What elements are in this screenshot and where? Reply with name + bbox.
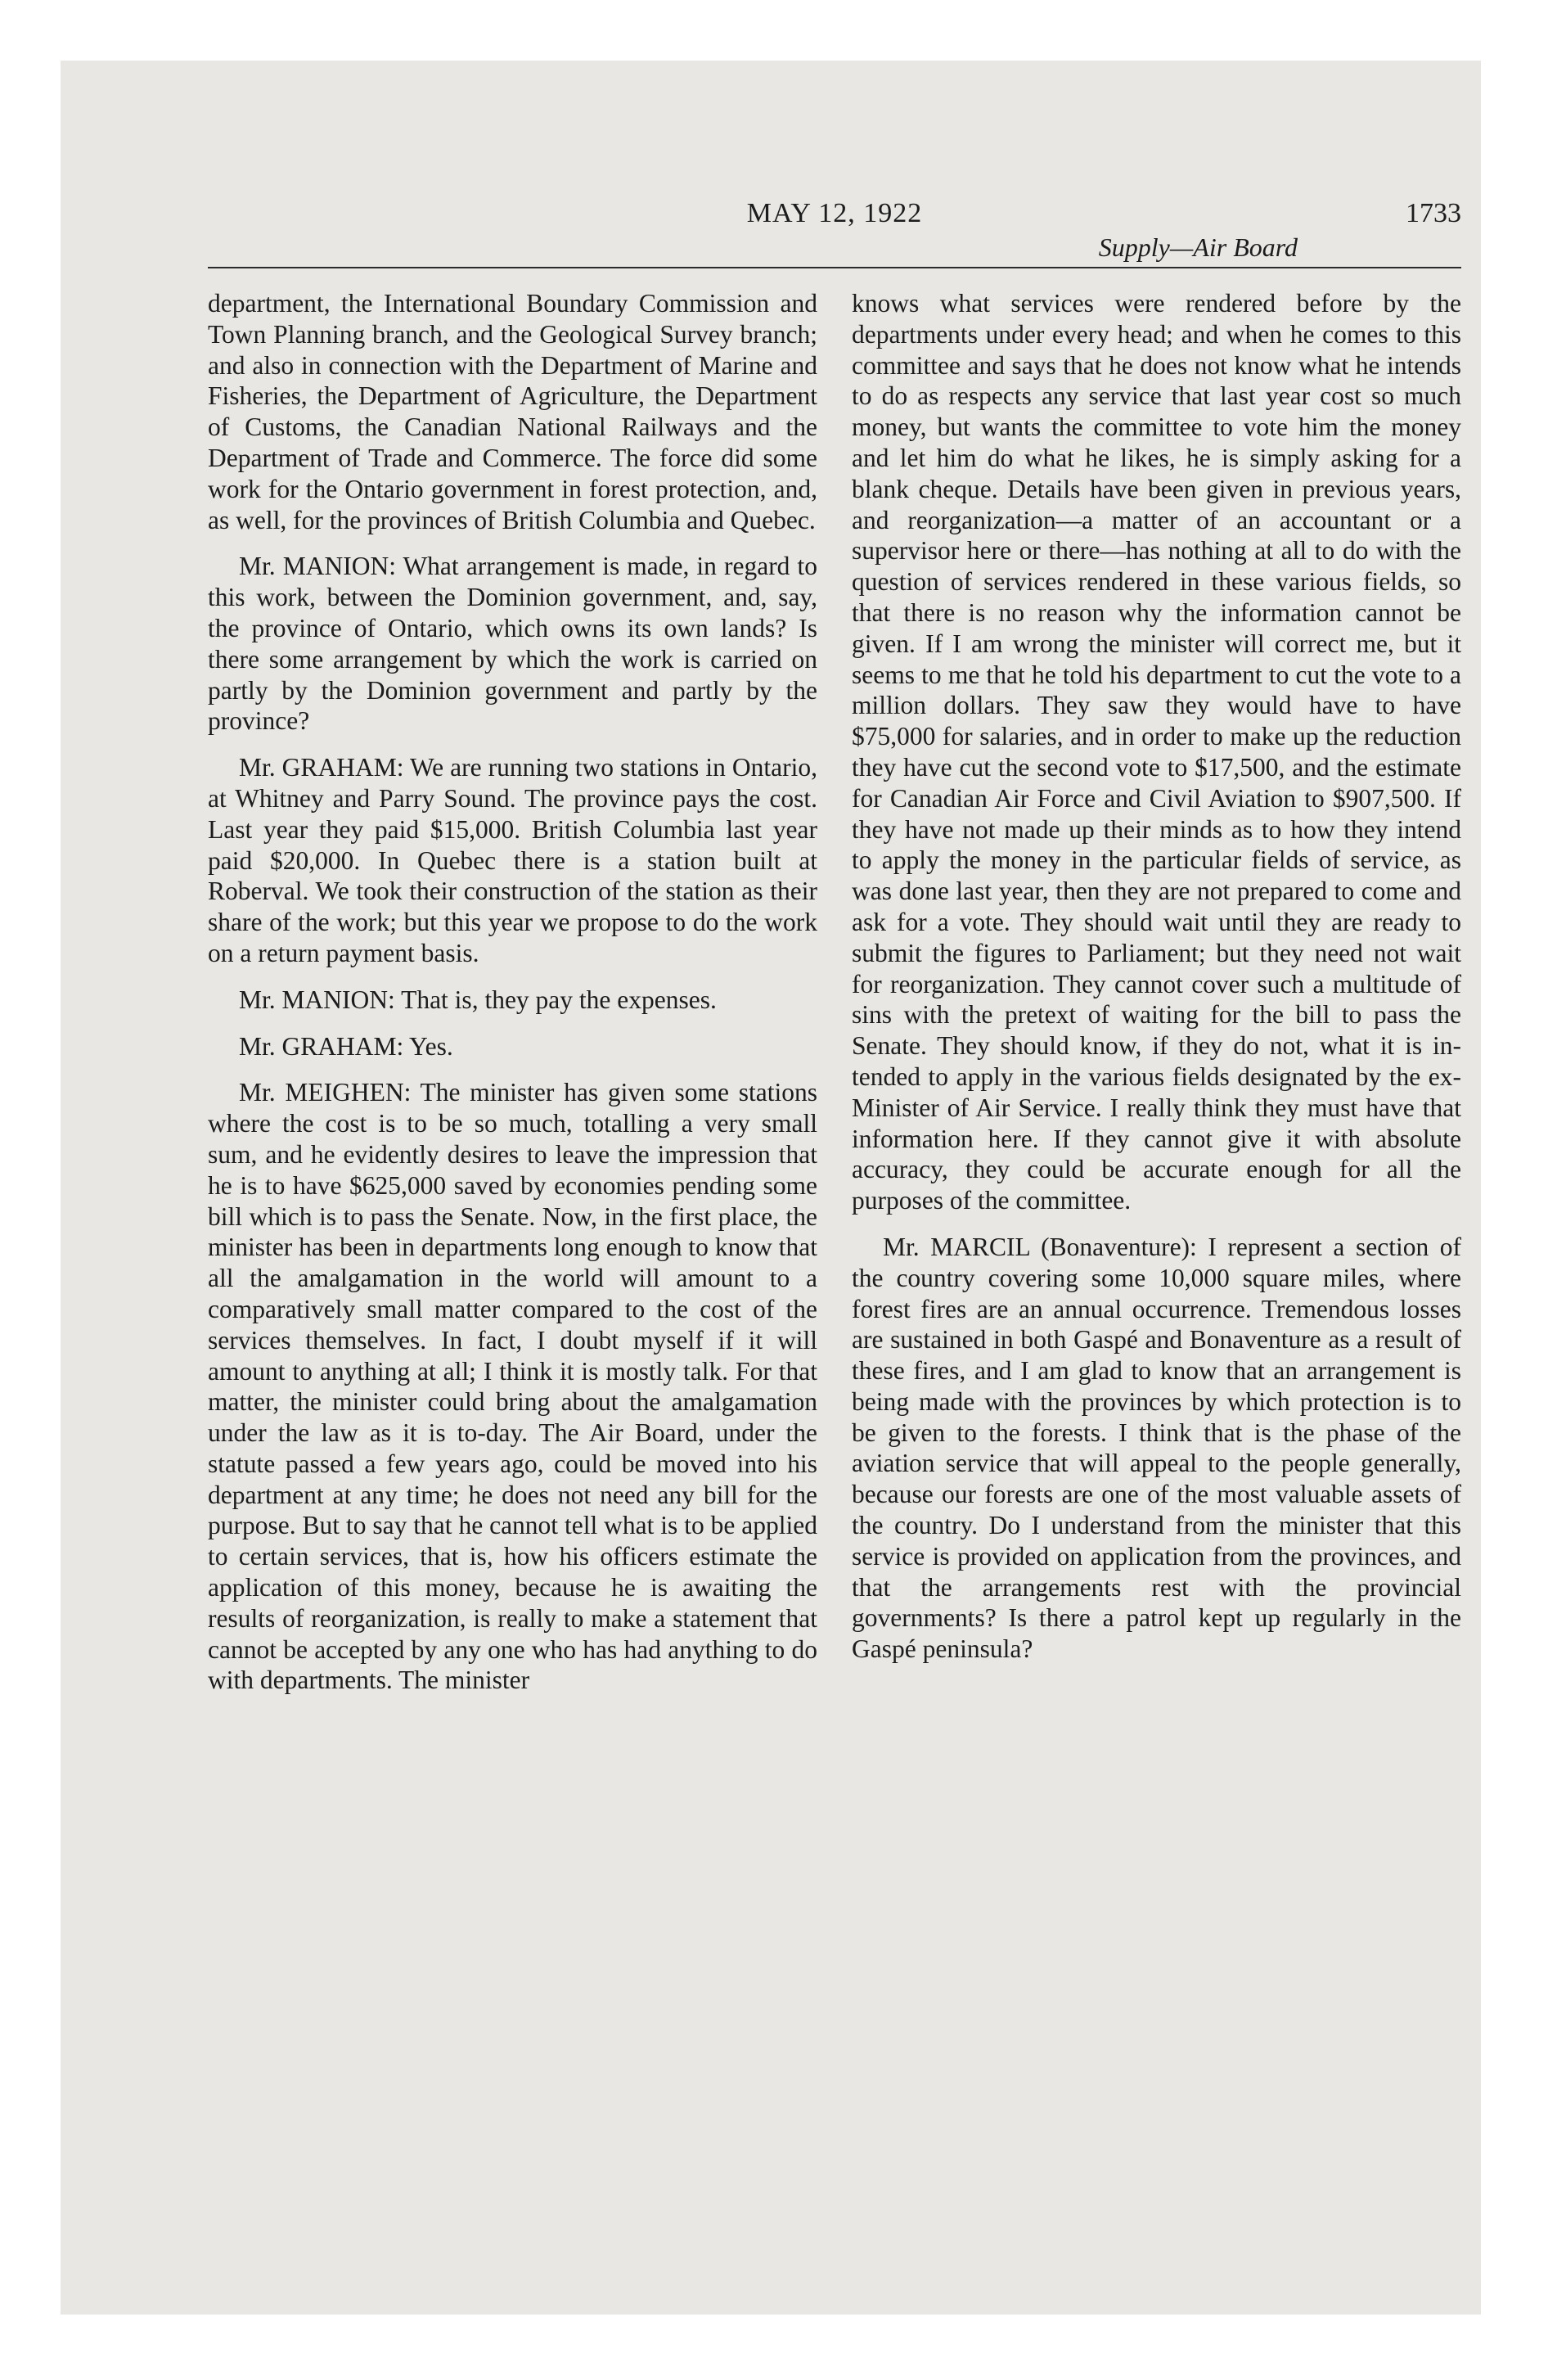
speech-paragraph	[208, 1077, 817, 1696]
scanned-page-background	[61, 61, 1481, 2315]
paragraph-text: The minister has given some stations where the cost is to be so much, totalling a very small sum, and he evidently desires to leave the impression that he is to have $625,000 saved by economies pending some bill which is to pass the Senate. Now, in the first place, the minister has been in departments long enough to know that all the amalgamation in the world will amount to a comparatively small matter compared to the cost of the services themselves. In fact, I doubt myself if it will amount to anything at all; I think it is mostly talk. For that matter, the minister could bring about the amalgamation under the law as it is to-day. The Air Board, under the statute passed a few years ago, could be moved into his department at any time; he does not need any bill for the purpose. But to say that he cannot tell what is to be applied to certain services, that is, how his officers estimate the application of this money, because he is awaiting the results of reorganization, is really to make a statement that cannot be accepted by any one who has had anything to do with departments. The minister	[208, 1078, 817, 1695]
page-number: 1733	[1406, 198, 1461, 228]
speaker-name: Mr. MANION:	[239, 985, 395, 1014]
speaker-name: Mr. GRAHAM:	[239, 753, 404, 782]
left-column	[208, 288, 817, 1711]
right-column	[852, 288, 1461, 1680]
paragraph	[852, 288, 1461, 1216]
paragraph-text: That is, they pay the expenses.	[401, 985, 717, 1014]
paragraph	[208, 288, 817, 535]
paragraph-text: I represent a section of the country covering some 10,000 square miles, where forest fires are an annual occurrence. Tremendous losses are sustained in both Gaspé and Bonaventure as a result of these fires, and I am glad to know that an arrangement is being made with the provinces by which protection is to be given to the forests. I think that is the phase of the aviation service that will appeal to the people generally, because our forests are one of the most valuable assets of the country. Do I understand from the minister that this service is provided on application from the provinces, and that the arrangements rest with the provincial governments? Is there a patrol kept up regularly in the Gaspé peninsula?	[852, 1232, 1462, 1664]
speaker-name: Mr. MANION:	[239, 552, 396, 581]
speaker-name: Mr. MARCIL (Bonaventure):	[883, 1232, 1197, 1261]
speech-paragraph	[852, 1232, 1461, 1665]
page-header	[208, 192, 1461, 268]
speech-paragraph	[208, 985, 817, 1016]
paragraph-text: department, the International Boundary Commission and Town Planning branch, and the Geological Survey branch; and also in connection with the Department of Marine and Fisheries, the Department of Agriculture, the Department of Customs, the Canadian National Railways and the Department of Trade and Commerce. The force did some work for the Ontario government in forest protection, and, as well, for the provinces of British Columbia and Quebec.	[208, 289, 817, 534]
speech-paragraph	[208, 752, 817, 969]
paragraph-text: Yes.	[409, 1031, 453, 1061]
speaker-name: Mr. MEIGHEN:	[239, 1078, 412, 1107]
paragraph-text: knows what services were rendered before by the departments under every head; and when he comes to this committee and says that he does not know what he intends to do as respects any service that last year cost so much money, but wants the committee to vote him the money and let him do what he likes, he is simply asking for a blank cheque. Details have been given in previous years, and reorganization—a matter of an accountant or a supervisor here or there—has nothing at all to do with the question of services rendered in these various fields, so that there is no reason why the information cannot be given. If I am wrong the minister will correct me, but it seems to me that he told his department to cut the vote to a million dollars. They saw they would have to have $75,000 for salaries, and in order to make up the reduction they have cut the second vote to $17,500, and the estimate for Canadian Air Force and Civil Aviation to $907,500. If they have not made up their minds as to how they intend to apply the money in the particular fields of service, as was done last year, then they are not prepared to come and ask for a vote. They should wait until they are ready to submit the figures to Parliament; but they need not wait for reorganization. They cannot cover such a multitude of sins with the pretext of waiting for the bill to pass the Senate. They should know, if they do not, what it is intended to apply in the various fields designated by the ex-Minister of Air Service. I really think they must have that information here. If they cannot give it with absolute accuracy, they could be accurate enough for all the purposes of the committee.	[852, 289, 1461, 1215]
header-date: MAY 12, 1922	[746, 198, 923, 228]
speech-paragraph	[208, 551, 817, 737]
speaker-name: Mr. GRAHAM:	[239, 1031, 404, 1061]
hansard-page	[208, 192, 1461, 2319]
speech-paragraph	[208, 1031, 817, 1062]
paragraph-text: What arrangement is made, in regard to this work, between the Dominion government, and, say, the province of Ontario, which owns its own lands? Is there some arrangement by which the work is carried on partly by the Dominion government and partly by the province?	[208, 552, 817, 736]
paragraph-text: We are running two stations in Ontario, at Whitney and Parry Sound. The province pays the cost. Last year they paid $15,000. British Columbia last year paid $20,000. In Quebec there is a station built at Roberval. We took their construction of the station as their share of the work; but this year we propose to do the work on a return payment basis.	[208, 753, 817, 967]
header-section-title: Supply—Air Board	[1098, 232, 1298, 262]
